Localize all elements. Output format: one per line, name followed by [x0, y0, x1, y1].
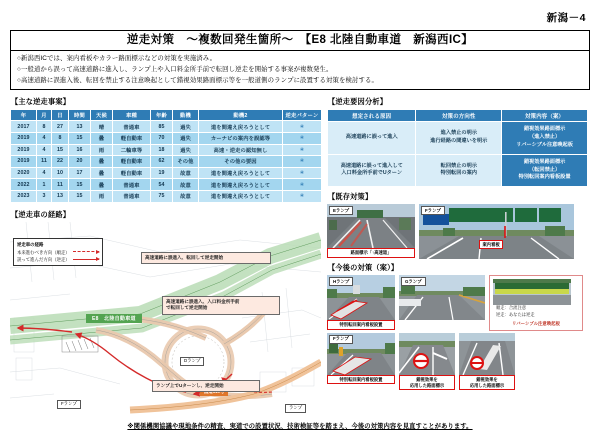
legend-item-wrongway [17, 256, 99, 263]
cases-cell-4-2: 10 [52, 167, 69, 179]
table-row [11, 190, 322, 202]
reversible-line-forward: 順走：合流注意 [496, 305, 527, 311]
cases-cell-2-2: 15 [52, 144, 69, 156]
cases-cell-6-7: 故意 [173, 190, 199, 202]
map-callout-3: ランプ上でUターンし、逆走開始 [152, 380, 260, 393]
cases-cell-2-9: ④ [283, 144, 322, 156]
bullet-2: ○一般道から誤って高速道路に進入し、ランプ上や入口料金所手前で転回し逆走を開始する事案が複数発生。 [17, 65, 333, 73]
cases-cell-5-1: 1 [37, 179, 52, 191]
future-photo-tag-h: Hランプ [329, 277, 353, 286]
bullet-1: ○新潟西ICでは、案内看板やカラー路面標示などの対策を実施済み。 [17, 55, 217, 62]
analysis-cell-0-measure: 錯視効果路面標示 （進入禁止） リバーシブル注意喚起板 [502, 122, 588, 154]
cases-cell-3-1: 11 [37, 156, 52, 168]
cases-cell-1-8: カーナビの案内を誤認等 [199, 132, 283, 144]
cases-cell-3-3: 20 [69, 156, 91, 168]
cases-cell-2-0: 2019 [11, 144, 37, 156]
cases-cell-6-0: 2023 [11, 190, 37, 202]
cases-cell-6-3: 15 [69, 190, 91, 202]
cases-col-header-7: 動機 [173, 110, 199, 121]
future-photo-g-ramp [399, 275, 485, 320]
cases-cell-3-0: 2019 [11, 156, 37, 168]
cases-cell-0-4: 晴 [91, 121, 113, 133]
existing-heading: 【既存対策】 [328, 192, 373, 202]
cases-cell-5-0: 2022 [11, 179, 37, 191]
cases-cell-4-4: 曇 [91, 167, 113, 179]
reversible-caption: リバーシブル注意喚起板 [512, 320, 560, 326]
analysis-row [328, 154, 588, 186]
cases-cell-3-5: 軽自動車 [113, 156, 151, 168]
page-number: 新潟－4 [546, 12, 586, 24]
reversible-sign-box [489, 275, 583, 331]
future-photo-caption-h: 特別転回案内看板設置 [327, 320, 395, 330]
cases-cell-4-3: 17 [69, 167, 91, 179]
cases-cell-4-0: 2020 [11, 167, 37, 179]
legend-item-forward [17, 249, 99, 256]
right-column [327, 93, 588, 417]
cases-col-header-6: 年齢 [151, 110, 173, 121]
future-photo-illusion-1 [399, 333, 455, 375]
cases-cell-3-6: 62 [151, 156, 173, 168]
cases-cell-1-2: 8 [52, 132, 69, 144]
future-photo-row-bottom [327, 333, 588, 391]
cases-header-row [11, 110, 322, 121]
future-photo-row-top [327, 275, 588, 331]
cases-cell-1-7: 過失 [173, 132, 199, 144]
reversible-sign-photo [493, 279, 571, 305]
cases-col-header-9: 逆走パターン [283, 110, 322, 121]
cases-cell-5-9: ④ [283, 179, 322, 191]
existing-photo-f-ramp [419, 204, 574, 259]
cases-cell-0-5: 普通車 [113, 121, 151, 133]
cases-cell-2-6: 18 [151, 144, 173, 156]
cases-cell-1-5: 軽自動車 [113, 132, 151, 144]
cases-cell-5-4: 曇 [91, 179, 113, 191]
future-photo-h-ramp [327, 275, 395, 320]
cases-cell-0-0: 2017 [11, 121, 37, 133]
cases-cell-0-9: ④ [283, 121, 322, 133]
map-legend [13, 238, 103, 267]
cases-cell-6-5: 普通車 [113, 190, 151, 202]
map-callout-1: 高速道路に誤進入、転回して逆走開始 [141, 252, 271, 265]
bullet-3: ○高速道路に誤進入後、転回を禁止する注意喚起として錯視効果路面標示等を一般道側のランプに設置する対策を検討する。 [17, 76, 378, 84]
content-body [10, 93, 590, 417]
cases-col-header-1: 月 [37, 110, 52, 121]
cases-cell-0-1: 8 [37, 121, 52, 133]
cases-cell-2-8: 高速・逆走の認知無し [199, 144, 283, 156]
table-row [11, 132, 322, 144]
future-photo-illusion-2 [459, 333, 515, 375]
map-heading: 【逆走車の経路】 [11, 209, 71, 219]
cases-cell-2-3: 16 [69, 144, 91, 156]
cases-col-header-5: 車種 [113, 110, 151, 121]
analysis-row [328, 122, 588, 154]
analysis-heading: 【逆走要因分析】 [328, 97, 388, 107]
cases-cell-1-3: 15 [69, 132, 91, 144]
cases-cell-6-9: ④ [283, 190, 322, 202]
analysis-body [328, 122, 588, 187]
cases-cell-6-2: 13 [52, 190, 69, 202]
table-row [11, 121, 322, 133]
existing-photo-e-ramp [327, 204, 415, 248]
analysis-cell-1-direction: 転回禁止の明示 特別転回の案内 [416, 154, 502, 186]
cases-cell-5-5: 普通車 [113, 179, 151, 191]
reversible-line-wrongway: 逆走：あなたは逆走 [496, 312, 535, 317]
analysis-cell-1-cause: 高速道路に誤って進入して 入口料金所手前でUターン [328, 154, 416, 186]
cases-cell-3-4: 曇 [91, 156, 113, 168]
cases-col-header-2: 日 [52, 110, 69, 121]
cases-cell-3-7: その他 [173, 156, 199, 168]
cases-cell-5-6: 54 [151, 179, 173, 191]
analysis-header-row [328, 110, 588, 122]
cases-cell-1-1: 4 [37, 132, 52, 144]
table-row [11, 179, 322, 191]
ramp-label-d: Dランプ [180, 357, 204, 366]
cases-cell-6-1: 3 [37, 190, 52, 202]
ramp-label-f: Fランプ [57, 400, 81, 409]
analysis-table [327, 109, 588, 187]
cases-cell-5-2: 11 [52, 179, 69, 191]
analysis-col-header-1: 対策の方向性 [416, 110, 502, 122]
cases-body [11, 121, 322, 202]
existing-photo-inner-tag-sign: 案内看板 [479, 240, 503, 249]
cases-cell-2-7: 過失 [173, 144, 199, 156]
analysis-cell-0-direction: 進入禁止の明示 進行経路の間違いを明示 [416, 122, 502, 154]
future-photo-caption-illusion-1: 錯視効果を 応用した路面標示 [399, 375, 455, 391]
legend-title: 逆走車の経路 [17, 241, 44, 247]
cases-cell-6-6: 75 [151, 190, 173, 202]
legend-label-wrongway: 誤って進んだ方向（逆走） [17, 257, 70, 263]
cases-cell-1-0: 2019 [11, 132, 37, 144]
analysis-col-header-2: 対策内容（案） [502, 110, 588, 122]
future-photo-tag-g: Gランプ [401, 277, 426, 286]
cases-cell-3-2: 22 [52, 156, 69, 168]
cases-cell-0-3: 13 [69, 121, 91, 133]
analysis-cell-0-cause: 高速道路に誤って進入 [328, 122, 416, 154]
highway-label: E8 北陸自動車道 [86, 314, 142, 323]
table-row [11, 144, 322, 156]
cases-cell-0-7: 過失 [173, 121, 199, 133]
cases-cell-4-9: ④ [283, 167, 322, 179]
legend-label-forward: 本来進むべき方向（順走） [17, 249, 70, 255]
cases-heading: 【主な逆走事案】 [11, 97, 71, 107]
cases-cell-3-8: その他の要因 [199, 156, 283, 168]
cases-cell-2-5: 二輪車等 [113, 144, 151, 156]
cases-cell-4-1: 4 [37, 167, 52, 179]
cases-cell-6-4: 雨 [91, 190, 113, 202]
cases-cell-2-4: 雨 [91, 144, 113, 156]
cases-cell-6-8: 道を間違え戻ろうとして [199, 190, 283, 202]
left-column [10, 93, 321, 417]
analysis-col-header-0: 想定される原因 [328, 110, 416, 122]
footer-note: ※関係機関協議や現地条件の精査、実道での設置状況、技術検証等を踏まえ、今後の対策内容を見直すことがあります。 [127, 422, 473, 430]
cases-col-header-0: 年 [11, 110, 37, 121]
legend-swatch-dashed [73, 251, 99, 253]
summary-bullets [10, 51, 590, 90]
table-row [11, 156, 322, 168]
cases-table [10, 109, 322, 202]
cases-col-header-4: 天候 [91, 110, 113, 121]
cases-cell-0-2: 27 [52, 121, 69, 133]
future-photo-caption-illusion-2: 錯視効果を 応用した路面標示 [459, 375, 515, 391]
cases-cell-5-8: 道を間違え戻ろうとして [199, 179, 283, 191]
photo-image-illusion-1 [399, 333, 455, 375]
cases-cell-0-6: 85 [151, 121, 173, 133]
existing-photo-tag-f: Fランプ [421, 206, 445, 215]
route-map [10, 222, 321, 418]
cases-cell-2-1: 4 [37, 144, 52, 156]
future-photo-f-ramp [327, 333, 395, 375]
future-photo-caption-f: 特別転回案内看板設置 [327, 375, 395, 385]
analysis-cell-1-measure: 錯視効果路面標示 （転回禁止） 特別転回案内看板設置 [502, 154, 588, 186]
cases-cell-3-9: ④ [283, 156, 322, 168]
existing-photo-tag-e: Eランプ [329, 206, 353, 215]
cases-cell-4-5: 軽自動車 [113, 167, 151, 179]
ramp-label-generic: ランプ [285, 404, 306, 413]
cases-cell-4-8: 道を間違え戻ろうとして [199, 167, 283, 179]
photo-image-illusion-2 [459, 333, 515, 375]
existing-photo-row [327, 204, 588, 259]
cases-cell-1-9: ④ [283, 132, 322, 144]
legend-swatch-solid [73, 259, 99, 261]
cases-cell-1-4: 曇 [91, 132, 113, 144]
cases-cell-5-3: 15 [69, 179, 91, 191]
cases-col-header-3: 時間 [69, 110, 91, 121]
map-callout-2: 高速道路に誤進入、入口料金所手前 で転回して逆走開始 [162, 296, 280, 316]
page-title: 逆走対策 ～複数回発生箇所～ 【E8 北陸自動車道 新潟西IC】 [10, 30, 590, 51]
cases-col-header-8: 動機2 [199, 110, 283, 121]
cases-cell-4-6: 19 [151, 167, 173, 179]
cases-cell-0-8: 道を間違え戻ろうとして [199, 121, 283, 133]
future-heading: 【今後の対策（案）】 [328, 263, 399, 273]
future-photo-tag-f-bottom: Fランプ [329, 335, 353, 344]
existing-photo-caption-e: 路面標示「↑高速道」 [327, 248, 415, 258]
table-row [11, 167, 322, 179]
cases-cell-1-6: 70 [151, 132, 173, 144]
cases-cell-5-7: 故意 [173, 179, 199, 191]
cases-cell-4-7: 故意 [173, 167, 199, 179]
